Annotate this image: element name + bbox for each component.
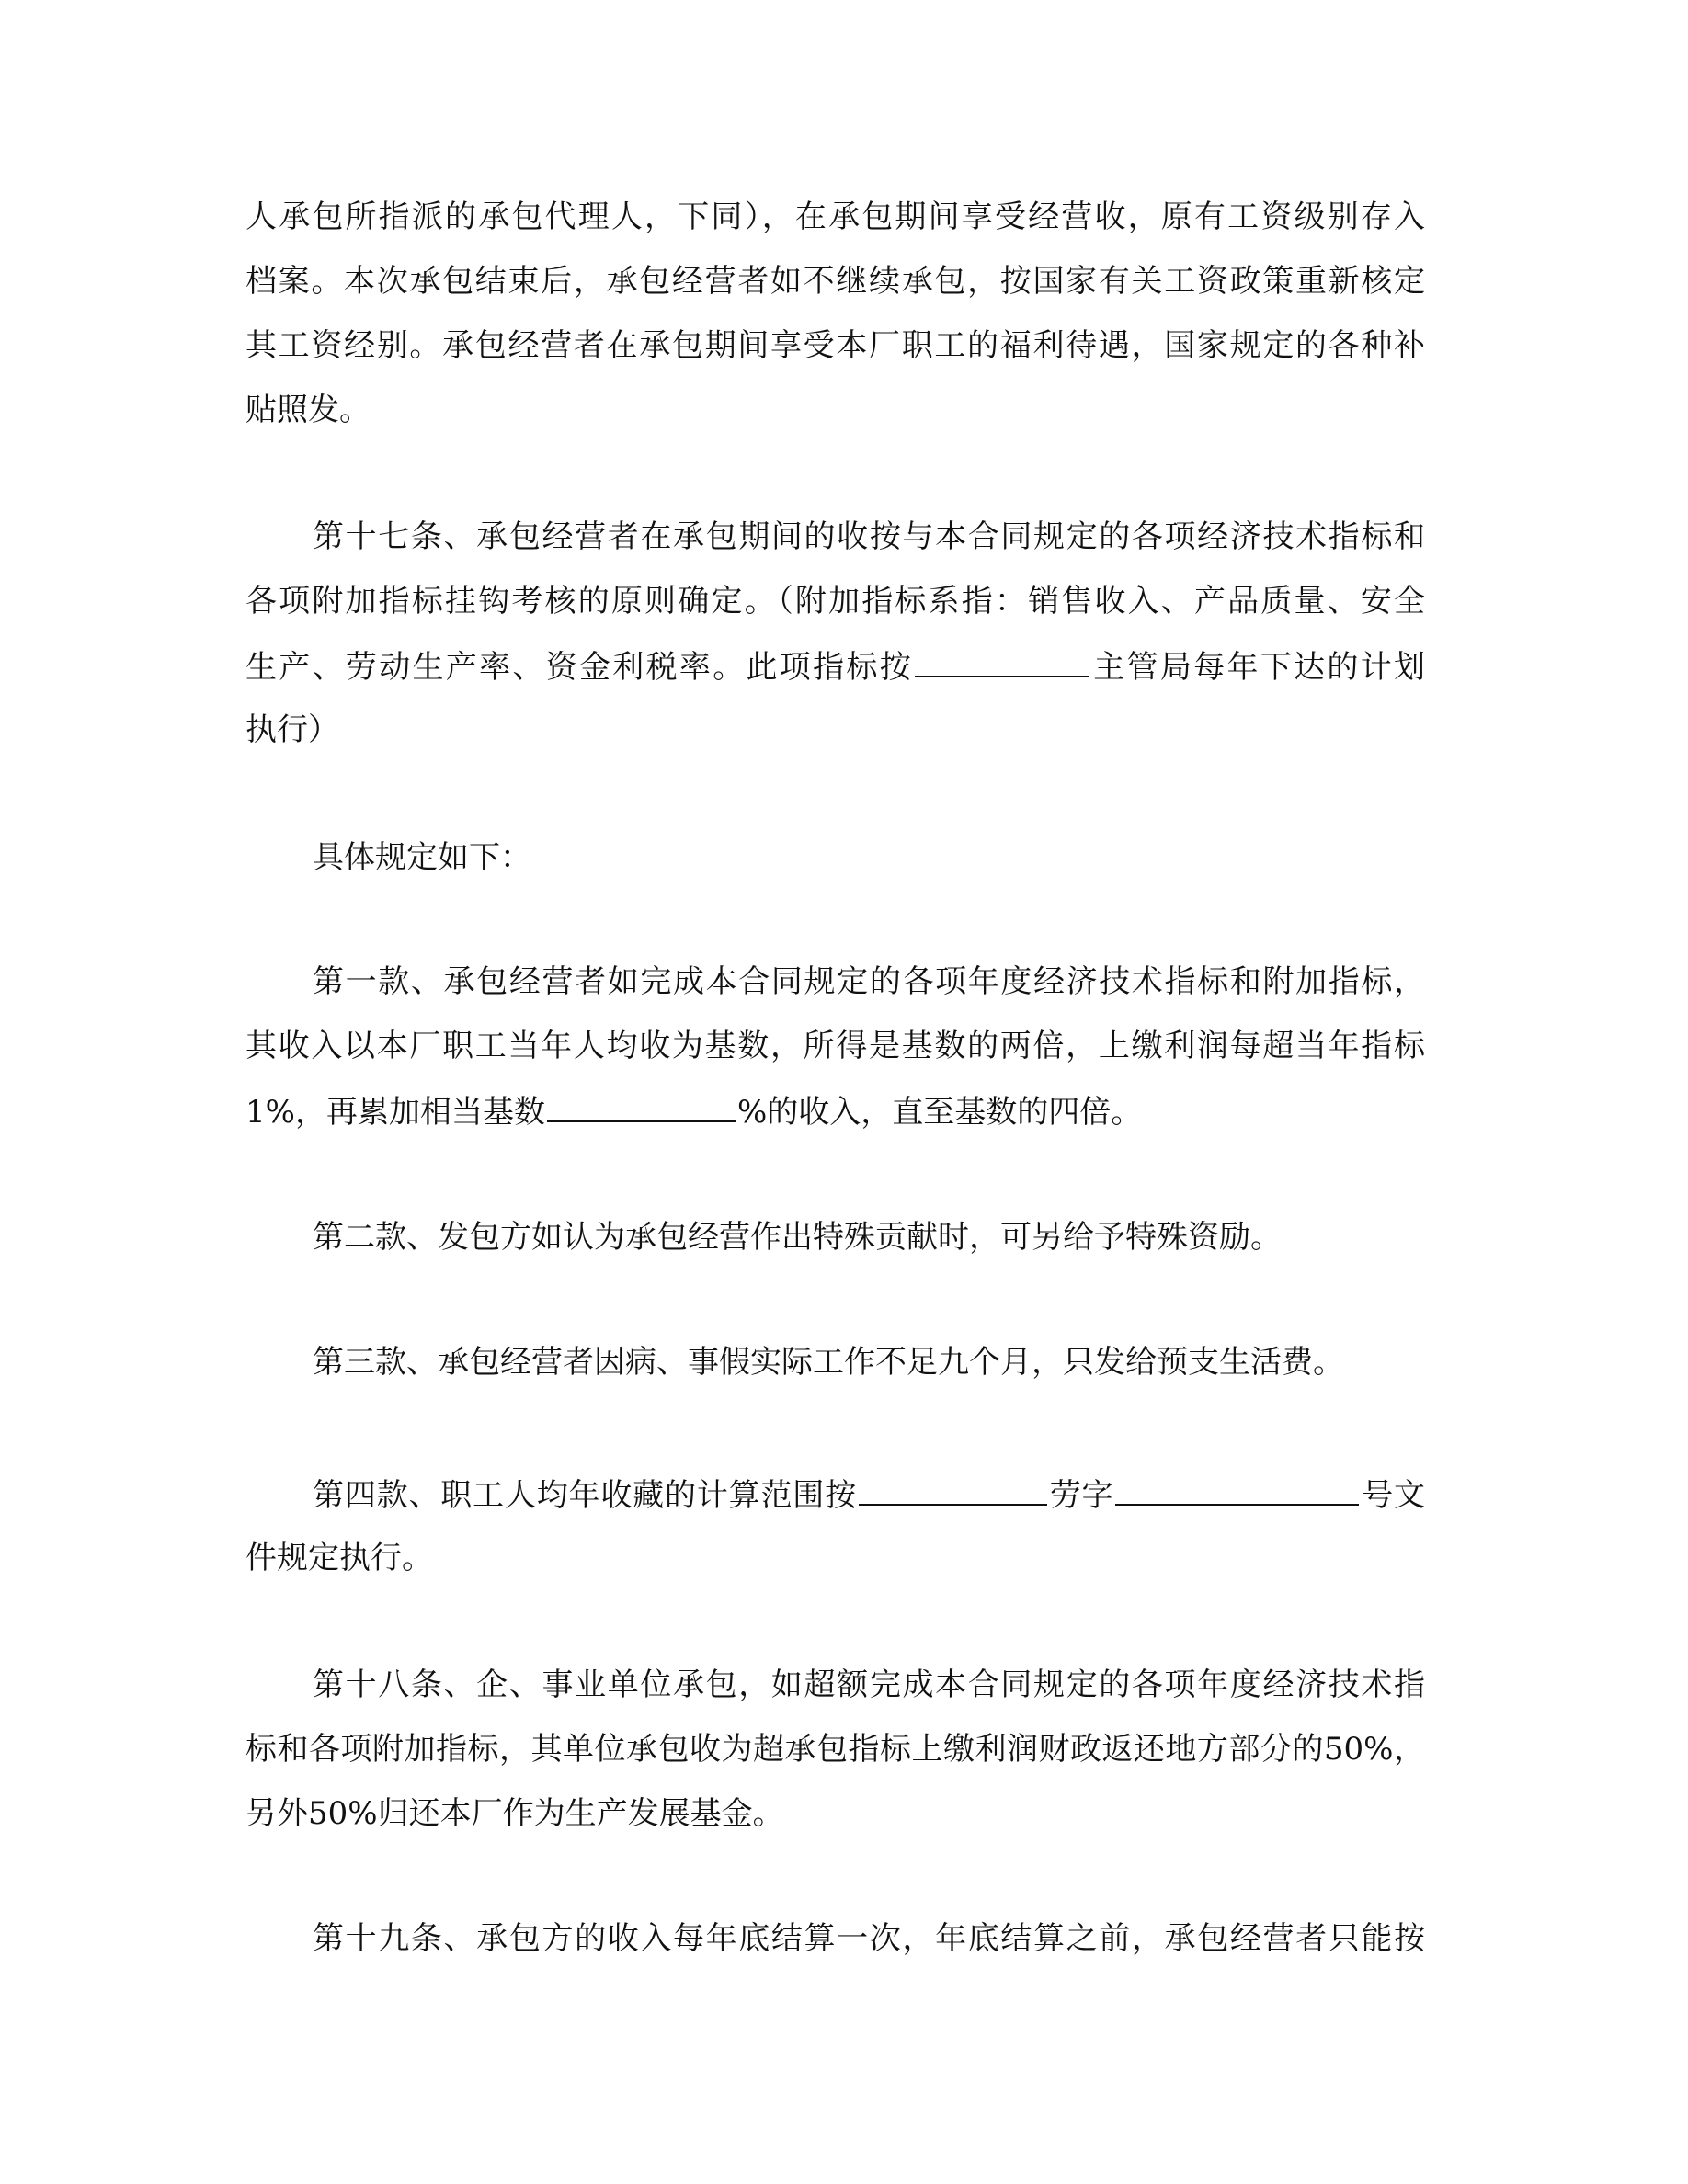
text-line (245, 1462, 1425, 1526)
text-segment: 第十九条、承包方的收入每年底结算一次，年底结算之前，承包经营者只能按 (313, 1920, 1425, 1957)
text-line (245, 378, 1425, 442)
text-segment: 另外50%归还本厂作为生产发展基金。 (245, 1795, 784, 1832)
paragraph (245, 505, 1425, 762)
text-segment: 生产、劳动生产率、资金利税率。此项指标按 (245, 649, 913, 686)
text-segment: 第二款、发包方如认为承包经营作出特殊贡献时，可另给予特殊资励。 (313, 1219, 1282, 1256)
text-line (245, 1330, 1425, 1394)
text-segment: 第一款、承包经营者如完成本合同规定的各项年度经济技术指标和附加指标， (313, 963, 1425, 1000)
text-segment: 第十七条、承包经营者在承包期间的收按与本合同规定的各项经济技术指标和 (313, 518, 1425, 555)
text-line (245, 505, 1425, 569)
paragraph (245, 1205, 1425, 1269)
text-segment: 各项附加指标挂钩考核的原则确定。（附加指标系指：销售收入、产品质量、安全 (245, 583, 1425, 620)
text-segment: 件规定执行。 (245, 1540, 433, 1576)
text-line (245, 1653, 1425, 1717)
text-line (245, 185, 1425, 249)
text-segment: %的收入，直至基数的四倍。 (736, 1094, 1143, 1131)
paragraph (245, 185, 1425, 442)
fill-in-blank (915, 633, 1089, 677)
text-segment: 第三款、承包经营者因病、事假实际工作不足九个月，只发给预支生活费。 (313, 1344, 1344, 1381)
text-line (245, 825, 1425, 890)
text-line (245, 249, 1425, 313)
paragraph (245, 825, 1425, 890)
text-segment: 第四款、职工人均年收藏的计算范围按 (313, 1477, 857, 1514)
paragraph (245, 1462, 1425, 1590)
text-line (245, 569, 1425, 633)
paragraph (245, 1330, 1425, 1394)
text-line (245, 950, 1425, 1014)
text-segment: 人承包所指派的承包代理人，下同），在承包期间享受经营收，原有工资级别存入 (245, 199, 1425, 235)
text-segment: 其收入以本厂职工当年人均收为基数，所得是基数的两倍，上缴利润每超当年指标 (245, 1028, 1425, 1064)
text-line (245, 1906, 1425, 1971)
fill-in-blank (1115, 1462, 1359, 1506)
text-line (245, 1078, 1425, 1143)
text-segment: 其工资经别。承包经营者在承包期间享受本厂职工的福利待遇，国家规定的各种补 (245, 327, 1425, 364)
paragraph (245, 1906, 1425, 1971)
text-segment: 贴照发。 (245, 392, 371, 428)
text-line (245, 1014, 1425, 1078)
fill-in-blank (859, 1462, 1047, 1506)
text-segment: 劳字 (1048, 1477, 1114, 1514)
text-segment: 主管局每年下达的计划 (1091, 649, 1425, 686)
text-line (245, 1526, 1425, 1590)
paragraph (245, 950, 1425, 1143)
text-line (245, 1205, 1425, 1269)
fill-in-blank (547, 1078, 736, 1122)
text-segment: 档案。本次承包结束后，承包经营者如不继续承包，按国家有关工资政策重新核定 (245, 263, 1425, 300)
text-line (245, 698, 1425, 762)
text-segment: 第十八条、企、事业单位承包，如超额完成本合同规定的各项年度经济技术指 (313, 1666, 1425, 1703)
text-segment: 执行） (245, 711, 339, 748)
text-segment: 1%，再累加相当基数 (245, 1094, 545, 1131)
paragraph (245, 1653, 1425, 1846)
text-segment: 具体规定如下： (313, 839, 531, 876)
text-line (245, 1717, 1425, 1781)
text-line (245, 633, 1425, 698)
text-line (245, 1781, 1425, 1846)
text-line (245, 313, 1425, 378)
text-segment: 标和各项附加指标，其单位承包收为超承包指标上缴利润财政返还地方部分的50%， (245, 1731, 1425, 1768)
text-segment: 号文 (1361, 1477, 1426, 1514)
